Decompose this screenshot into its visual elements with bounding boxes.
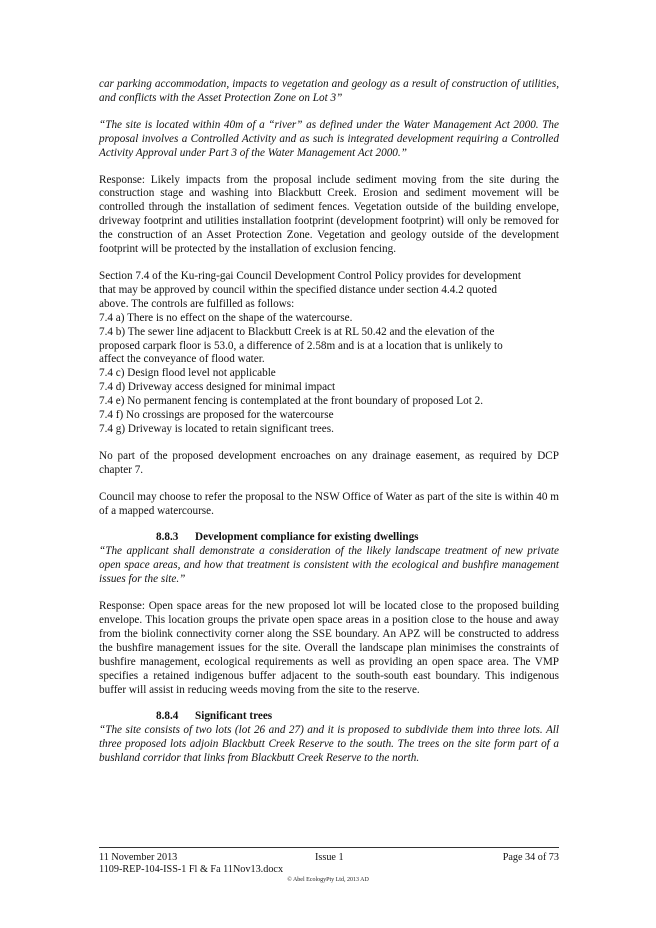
footer-document-reference: 1109-REP-104-ISS-1 Fl & Fa 11Nov13.docx — [99, 864, 284, 875]
section-number: 8.8.4 — [156, 710, 179, 723]
section-heading-8-8-3 — [99, 531, 559, 545]
controls-line: 7.4 c) Design flood level not applicable — [99, 367, 276, 380]
footer-issue: Issue 1 — [315, 852, 344, 863]
paragraph-quote-water-act: “The site is located within 40m of a “river” as defined under the Water Management Act 2000. The proposal involves a Controlled Activity and as such is integrated development requiring a Controlled Activity Approval under Part 3 of the Water Management Act 2000.” — [99, 118, 559, 159]
section-title: Development compliance for existing dwellings — [195, 531, 419, 544]
paragraph-office-of-water: Council may choose to refer the proposal to the NSW Office of Water as part of the site is within 40 m of a mapped watercourse. — [99, 490, 559, 517]
controls-line: 7.4 e) No permanent fencing is contemplated at the front boundary of proposed Lot 2. — [99, 395, 483, 408]
paragraph-quote-significant-trees: “The site consists of two lots (lot 26 and 27) and it is proposed to subdivide them into three lots. All three proposed lots adjoin Blackbutt Creek Reserve to the south. The trees on the site form part of a bushland corridor that links from Blackbutt Creek Reserve to the north. — [99, 724, 559, 765]
controls-line: proposed carpark floor is 53.0, a difference of 2.58m and is at a location that is unlikely to — [99, 339, 503, 352]
footer-divider — [99, 847, 559, 848]
page-footer — [99, 852, 559, 876]
controls-line: 7.4 d) Driveway access designed for minimal impact — [99, 381, 336, 394]
controls-line: 7.4 a) There is no effect on the shape of the watercourse. — [99, 311, 353, 324]
controls-line: that may be approved by council within the specified distance under section 4.4.2 quoted — [99, 283, 497, 296]
paragraph-quote-continuation: car parking accommodation, impacts to vegetation and geology as a result of construction of utilities, and conflicts with the Asset Protection Zone on Lot 3” — [99, 78, 559, 104]
controls-line: 7.4 f) No crossings are proposed for the watercourse — [99, 409, 334, 422]
section-7-4-controls — [99, 270, 559, 437]
document-body — [99, 78, 559, 779]
paragraph-quote-landscape: “The applicant shall demonstrate a consideration of the likely landscape treatment of new private open space areas, and how that treatment is consistent with the ecological and bushfire management issues for the site.” — [99, 545, 559, 586]
paragraph-response-open-space: Response: Open space areas for the new proposed lot will be located close to the proposed building envelope. This location groups the private open space areas in a position close to the house and away from the biolink connectivity corner along the SSE boundary. An APZ will be constructed to address the bushfire management issues for the site. Overall the landscape plan minimises the constraints of bushfire management, ecological requirements as well as providing an open space area. The VMP specifies a retained indigenous buffer adjacent to the south-south east boundary. This indigenous buffer will assist in reducing weeds moving from the site to the reserve. — [99, 600, 559, 696]
footer-copyright: © Abel EcologyPty Ltd, 2013 AD — [287, 877, 369, 883]
controls-line: 7.4 g) Driveway is located to retain significant trees. — [99, 422, 334, 435]
footer-page-number: Page 34 of 73 — [502, 852, 559, 863]
controls-line: Section 7.4 of the Ku-ring-gai Council Development Control Policy provides for development — [99, 269, 521, 282]
paragraph-response-impacts: Response: Likely impacts from the proposal include sediment moving from the site during the construction stage and washing into Blackbutt Creek. Erosion and sediment movement will be controlled through the installation of sediment fences. Vegetation outside of the building envelope, driveway footprint and utilities installation footprint (development footprint) will only be removed for the construction of an Asset Protection Zone. Vegetation and geology outside of the development footprint will be protected by the installation of exclusion fencing. — [99, 173, 559, 256]
section-number: 8.8.3 — [156, 531, 179, 544]
controls-line: 7.4 b) The sewer line adjacent to Blackbutt Creek is at RL 50.42 and the elevation of the — [99, 325, 495, 338]
section-title: Significant trees — [195, 710, 273, 723]
section-heading-8-8-4 — [99, 710, 559, 724]
controls-line: affect the conveyance of flood water. — [99, 353, 265, 366]
controls-line: above. The controls are fulfilled as follows: — [99, 297, 295, 310]
paragraph-drainage-easement: No part of the proposed development encroaches on any drainage easement, as required by DCP chapter 7. — [99, 449, 559, 476]
footer-date: 11 November 2013 — [99, 852, 178, 863]
